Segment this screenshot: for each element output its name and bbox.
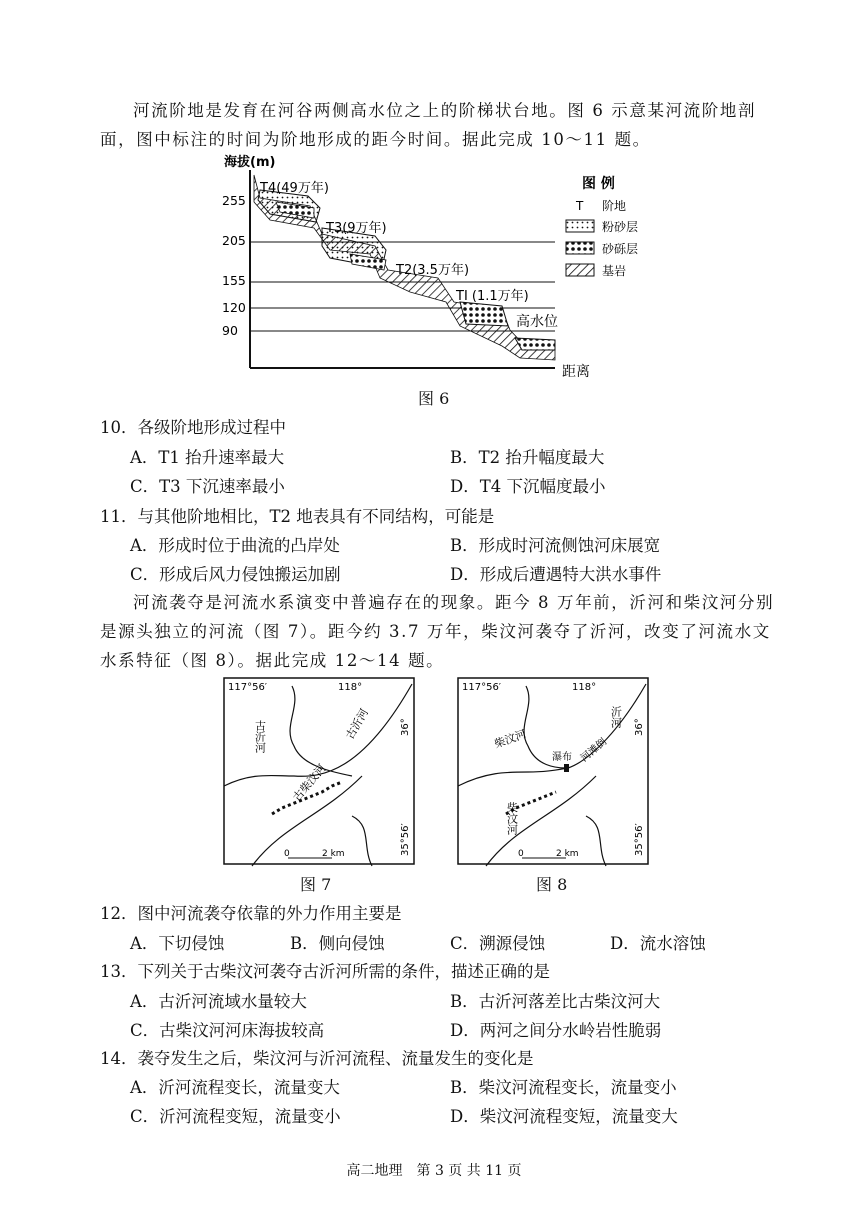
- legend-label-silt: 粉砂层: [602, 220, 639, 234]
- fig8-label-yi-he: 沂河: [609, 706, 623, 728]
- q12-option-c: C．溯源侵蚀: [450, 934, 546, 953]
- q13-option-c: C．古柴汶河河床海拔较高: [130, 1021, 325, 1040]
- fig8-lon2: 118°: [572, 682, 597, 693]
- fig7-label-gu-yi-he-2: 古沂河: [343, 706, 372, 742]
- fig8-scale-2km: 2 km: [556, 849, 579, 859]
- q10-option-a: A．T1 抬升速率最大: [130, 448, 285, 467]
- fig7-label-gu-chaiwen-he: 古柴汶河: [290, 761, 329, 804]
- fig8-lon1: 117°56′: [462, 682, 502, 693]
- q13-option-d: D．两河之间分水岭岩性脆弱: [450, 1021, 662, 1040]
- q10-option-d: D．T4 下沉幅度最小: [450, 477, 606, 496]
- question-11-stem: 11．与其他阶地相比，T2 地表具有不同结构，可能是: [100, 507, 495, 526]
- terrace-label-t3: T3(9万年): [326, 221, 387, 236]
- fig7-lat1: 36°: [400, 718, 411, 736]
- fig8-label-hetandao: 河滩倒: [578, 736, 609, 765]
- fig6-ytick: 205: [222, 233, 246, 248]
- legend-bedrock-swatch: [566, 264, 594, 276]
- legend-title: 图 例: [582, 176, 615, 192]
- figure-7-map: [222, 676, 418, 868]
- q14-option-d: D．柴汶河流程变短，流量变大: [450, 1107, 678, 1126]
- q11-option-b: B．形成时河流侧蚀河床展宽: [450, 536, 661, 555]
- q12-option-d: D．流水溶蚀: [610, 934, 706, 953]
- fig7-scale-0: 0: [284, 849, 290, 859]
- question-14-stem: 14．袭夺发生之后，柴汶河与沂河流程、流量发生的变化是: [100, 1049, 534, 1068]
- question-12-stem: 12．图中河流袭夺依靠的外力作用主要是: [100, 904, 402, 923]
- fig8-lat2: 35°56′: [634, 823, 645, 856]
- q11-option-d: D．形成后遭遇特大洪水事件: [450, 565, 662, 584]
- legend-silt-swatch: [566, 220, 594, 232]
- legend-gravel-swatch: [566, 242, 594, 254]
- fig7-lon1: 117°56′: [228, 682, 268, 693]
- figure-7-caption: 图 7: [300, 875, 332, 894]
- fig8-label-chaiwen-he-2: 柴汶河: [505, 802, 519, 835]
- terrace-label-t4: T4(49万年): [260, 181, 329, 196]
- q14-option-c: C．沂河流程变短，流量变小: [130, 1107, 341, 1126]
- q11-option-c: C．形成后风力侵蚀搬运加剧: [130, 565, 341, 584]
- fig6-ytick: 155: [222, 273, 246, 288]
- t1-deposit: [460, 302, 508, 326]
- q14-option-a: A．沂河流程变长，流量变大: [130, 1078, 340, 1097]
- fig6-xlabel: 距离: [562, 364, 590, 380]
- figure-8-caption: 图 8: [536, 875, 568, 894]
- fig7-label-gu-yi-he: 古沂河: [253, 720, 267, 753]
- question-10-stem: 10．各级阶地形成过程中: [100, 418, 286, 437]
- fig8-lat1: 36°: [634, 718, 645, 736]
- legend-label-terrace: 阶地: [602, 199, 627, 213]
- legend-label-bedrock: 基岩: [602, 264, 627, 278]
- high-water-label: 高水位: [516, 314, 558, 330]
- channel-deposit: [515, 338, 555, 350]
- q11-option-a: A．形成时位于曲流的凸岸处: [130, 536, 340, 555]
- q10-option-c: C．T3 下沉速率最小: [130, 477, 285, 496]
- question-13-stem: 13．下列关于古柴汶河袭夺古沂河所需的条件，描述正确的是: [100, 962, 550, 981]
- fig7-lat2: 35°56′: [400, 823, 411, 856]
- fig6-ytick: 255: [222, 193, 246, 208]
- legend-t-symbol: T: [576, 199, 584, 213]
- figure-6-caption: 图 6: [418, 389, 450, 408]
- fig8-waterfall-marker: [564, 764, 569, 772]
- page-footer: 高二地理 第 3 页 共 11 页: [346, 1163, 522, 1179]
- fig8-label-chaiwen-he: 柴汶河: [492, 727, 529, 751]
- fig6-ytick: 90: [222, 323, 238, 338]
- fig6-ylabel: 海拔(m): [224, 155, 276, 170]
- fig8-scale-0: 0: [518, 849, 524, 859]
- q14-option-b: B．柴汶河流程变长，流量变小: [450, 1078, 677, 1097]
- q12-option-a: A．下切侵蚀: [130, 934, 225, 953]
- fig8-label-waterfall: 瀑布: [552, 752, 572, 763]
- fig7-scale-2km: 2 km: [322, 849, 345, 859]
- intro-paragraph-1: 河流阶地是发育在河谷两侧高水位之上的阶梯状台地。图 6 示意某河流阶地剖面，图中标注的时间为阶地形成的距今时间。据此完成 10～11 题。: [100, 101, 757, 149]
- figure-6-terrace-profile: [210, 150, 660, 386]
- fig6-ytick: 120: [222, 300, 246, 315]
- fig7-lon2: 118°: [338, 682, 363, 693]
- q13-option-b: B．古沂河落差比古柴汶河大: [450, 992, 661, 1011]
- legend-label-gravel: 砂砾层: [602, 242, 639, 256]
- terrace-label-t2: T2(3.5万年): [396, 263, 470, 278]
- q12-option-b: B．侧向侵蚀: [290, 934, 385, 953]
- terrace-label-t1: TI (1.1万年): [456, 289, 529, 304]
- intro-paragraph-2: 河流袭夺是河流水系演变中普遍存在的现象。距今 8 万年前，沂河和柴汶河分别是源头独立的河流（图 7）。距今约 3.7 万年，柴汶河袭夺了沂河，改变了河流水文水系特征（图 8）。据此完成 12～14 题。: [100, 593, 775, 670]
- figure-8-map: [456, 676, 652, 868]
- q10-option-b: B．T2 抬升幅度最大: [450, 448, 605, 467]
- q13-option-a: A．古沂河流域水量较大: [130, 992, 307, 1011]
